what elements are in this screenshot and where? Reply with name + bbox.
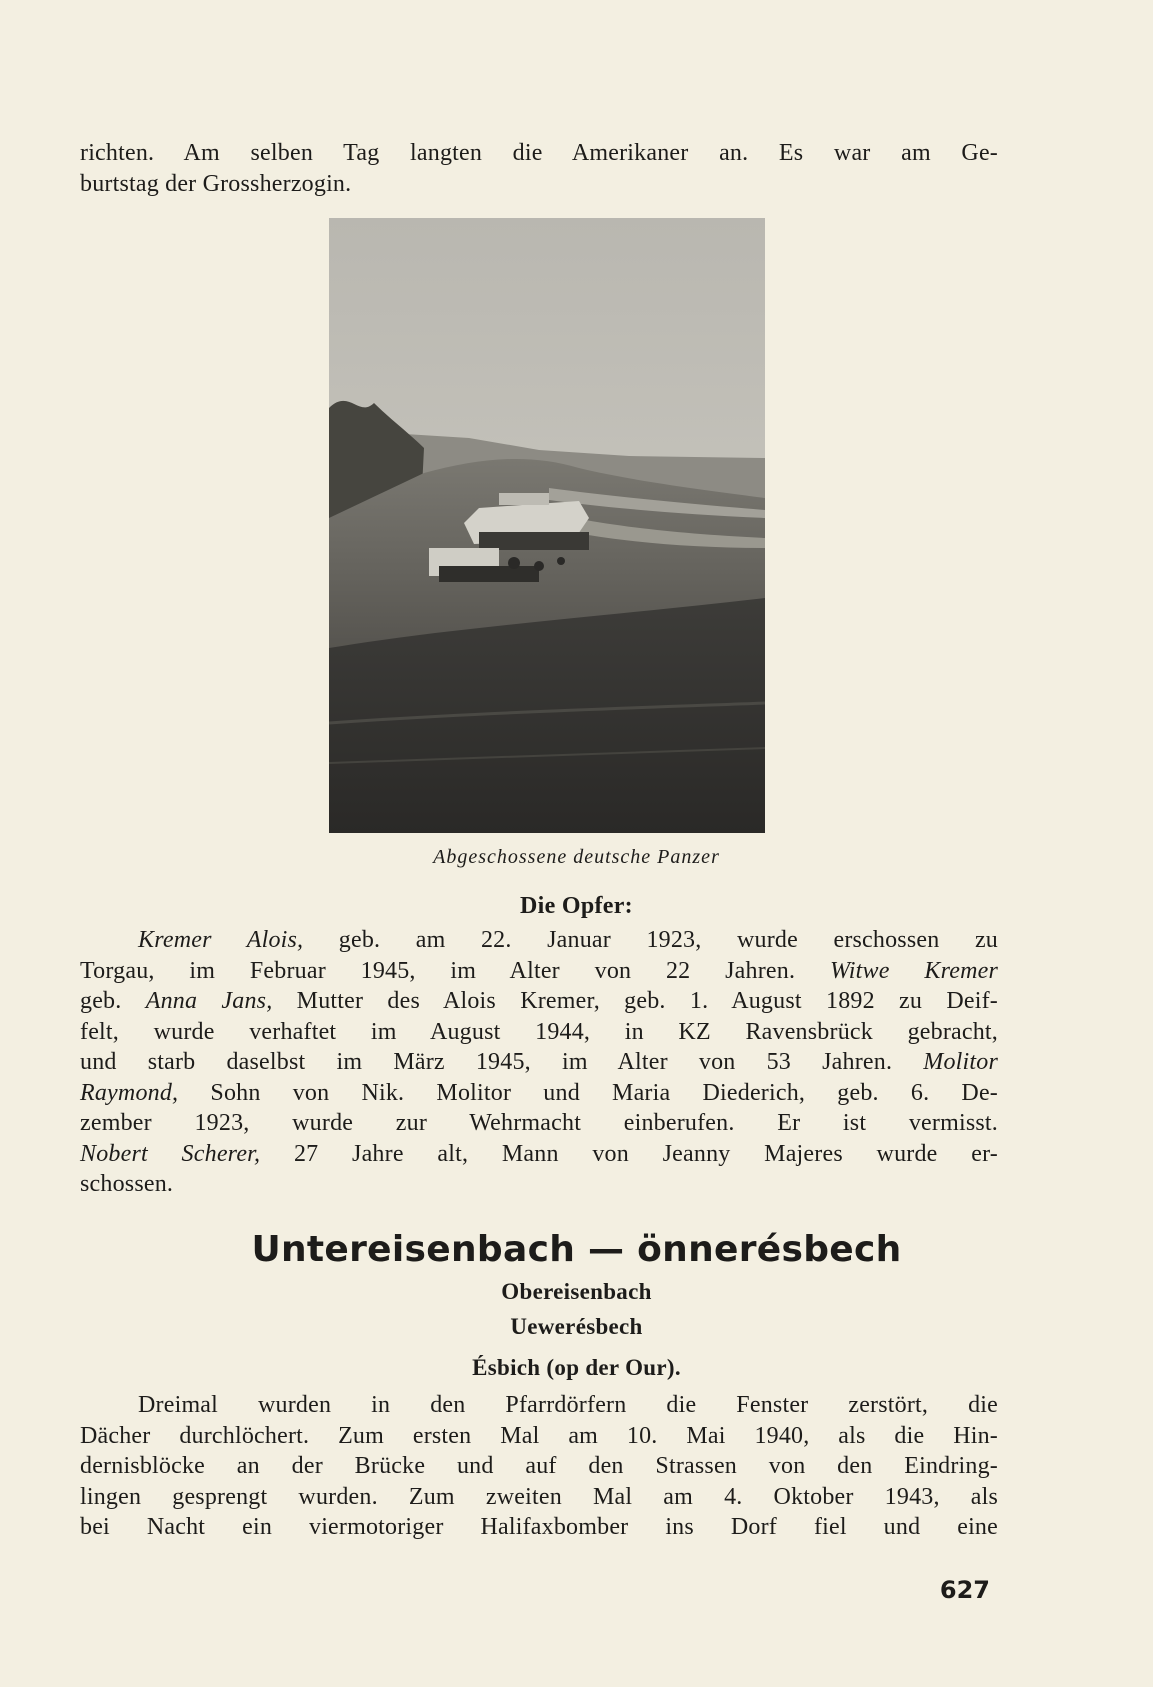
section-title: Untereisenbach — önnerésbech	[251, 1229, 902, 1270]
text-line	[80, 1017, 998, 1048]
text-run: und starb daselbst im März 1945, im Alter von 53 Jahren.	[80, 1049, 924, 1075]
section-subtitle: Obereisenbach	[501, 1279, 652, 1304]
name-text: Raymond,	[80, 1079, 179, 1106]
name-text: Anna Jans,	[145, 988, 273, 1014]
body-paragraph	[80, 1390, 998, 1543]
section-subtitle: Uewerésbech	[510, 1314, 643, 1339]
text-run: Mutter des Alois Kremer, geb. 1. August 1892 zu Deif-	[272, 988, 998, 1014]
text-line: Dächer durchlöchert. Zum ersten Mal am 10. Mai 1940, als die Hin-	[80, 1422, 998, 1449]
text-line	[80, 1047, 998, 1078]
text-line	[80, 1078, 998, 1109]
victims-heading: Die Opfer:	[520, 893, 633, 919]
name-text: Nobert Scherer,	[80, 1140, 261, 1167]
text-line	[80, 925, 998, 956]
text-line: bei Nacht ein viermotoriger Halifaxbomber ins Dorf fiel und eine	[80, 1514, 998, 1540]
text-line: burtstag der Grossherzogin.	[80, 170, 352, 197]
name-text: Molitor	[923, 1049, 998, 1075]
photograph-destroyed-tanks	[329, 218, 765, 833]
text-line	[80, 986, 998, 1017]
text-run: Torgau, im Februar 1945, im Alter von 22 Jahren.	[80, 957, 830, 984]
text-line: dernisblöcke an der Brücke und auf den Strassen von den Eindring-	[80, 1453, 998, 1479]
section-subtitle: Ésbich (op der Our).	[472, 1355, 681, 1380]
name-text: Witwe Kremer	[829, 957, 998, 984]
text-line	[80, 956, 998, 987]
top-paragraph	[80, 138, 998, 199]
text-line	[80, 1108, 998, 1139]
photo-illustration	[329, 218, 765, 833]
text-line: lingen gesprengt wurden. Zum zweiten Mal am 4. Oktober 1943, als	[80, 1483, 998, 1510]
text-run: geb.	[80, 988, 146, 1014]
text-line: Dreimal wurden in den Pfarrdörfern die Fenster zerstört, die	[138, 1392, 998, 1418]
name-text: Kremer Alois,	[138, 927, 304, 953]
text-line	[80, 1169, 998, 1200]
text-run: schossen.	[80, 1171, 174, 1197]
photo-caption: Abgeschossene deutsche Panzer	[433, 846, 720, 868]
text-line: richten. Am selben Tag langten die Amerikaner an. Es war am Ge-	[80, 140, 998, 166]
text-run: geb. am 22. Januar 1923, wurde erschossen zu	[303, 927, 999, 953]
text-run: zember 1923, wurde zur Wehrmacht einberufen. Er ist vermisst.	[80, 1110, 998, 1136]
victims-paragraph	[80, 925, 998, 1200]
text-run: felt, wurde verhaftet im August 1944, in KZ Ravensbrück gebracht,	[80, 1018, 998, 1045]
text-line	[80, 1139, 998, 1170]
text-run: 27 Jahre alt, Mann von Jeanny Majeres wurde er-	[260, 1140, 998, 1167]
text-run: Sohn von Nik. Molitor und Maria Diederich, geb. 6. De-	[178, 1079, 998, 1106]
page-number: 627	[939, 1576, 990, 1604]
